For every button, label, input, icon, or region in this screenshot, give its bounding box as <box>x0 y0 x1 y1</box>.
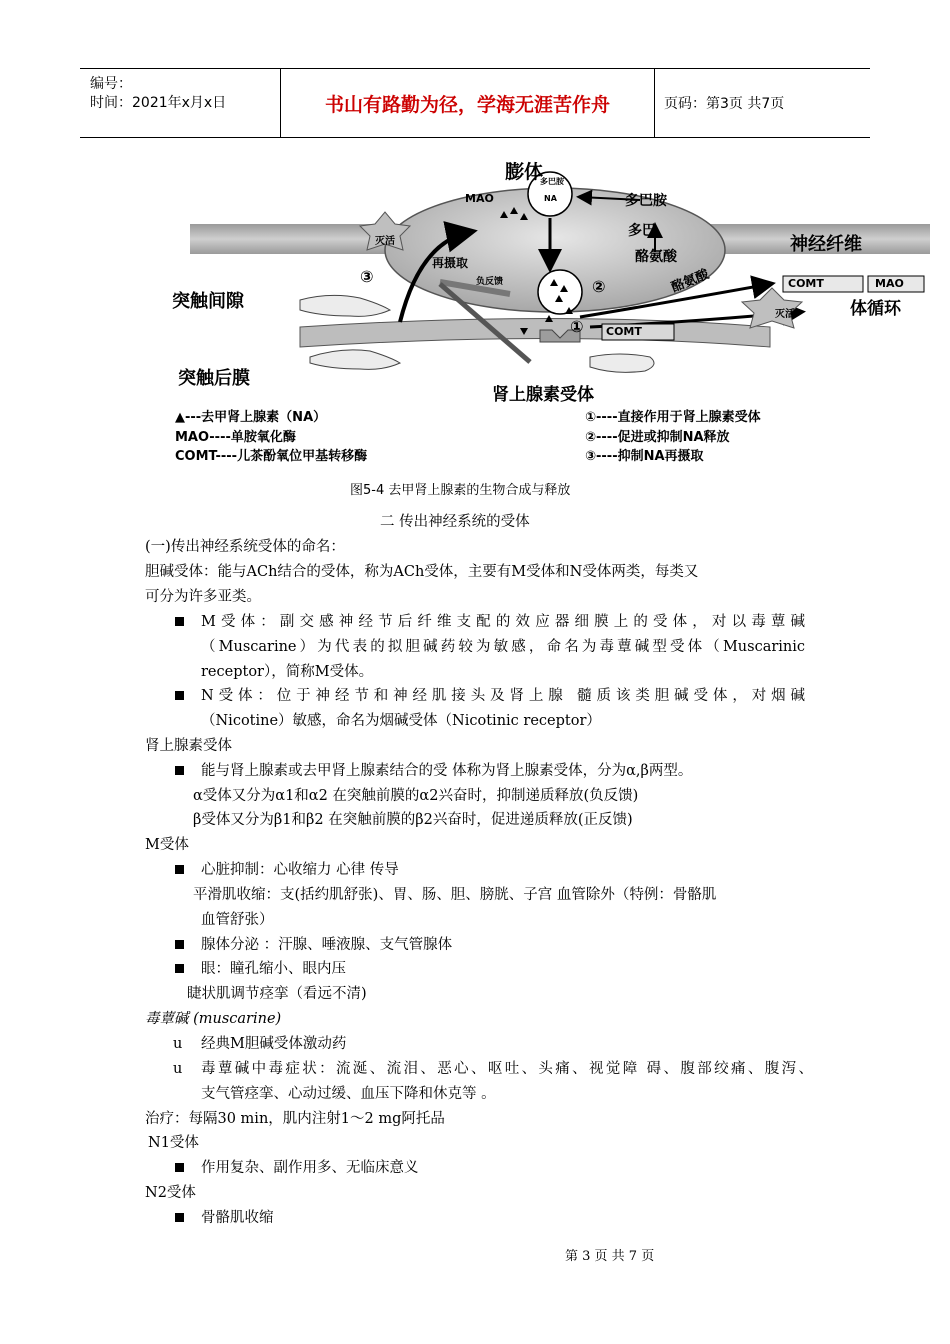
u-marker: u <box>173 1061 183 1077</box>
legend-right-1: ①----直接作用于肾上腺素受体 <box>585 410 761 425</box>
bullet-square <box>175 964 184 973</box>
treatment-line: 治疗：每隔30 min，肌内注射1～2 mg阿托品 <box>145 1111 445 1127</box>
hand-postsyn <box>310 350 400 370</box>
fig-postsyn: 突触后膜 <box>178 368 250 389</box>
adrenergic-heading: 肾上腺素受体 <box>145 738 232 754</box>
m-receptor-heading: M受体 <box>145 837 189 853</box>
legend-left-2: MAO----单胺氧化酶 <box>175 430 296 445</box>
fig-reuptake: 再摄取 <box>432 256 469 270</box>
u-marker: u <box>173 1036 183 1052</box>
n-receptor-line-1: N受体：位于神经节和神经肌接头及肾上腺 髓质该类胆碱受体，对烟碱 <box>201 688 805 704</box>
fig-dopa: 多巴 <box>628 223 656 239</box>
smooth-muscle-line-1: 平滑肌收缩：支(括约肌舒张)、胃、肠、胆、膀胱、子宫 血管除外（特例：骨骼肌 <box>193 887 717 903</box>
fig-top-title: 膨体 <box>505 161 544 183</box>
fig-dopamine: 多巴胺 <box>625 193 667 209</box>
hand-cleft <box>300 295 390 316</box>
time-label: 时间：2021年x月x日 <box>90 95 227 111</box>
fig-mao-right: MAO <box>875 277 904 290</box>
fig-num3: ③ <box>360 267 374 286</box>
bullet-square <box>175 940 184 949</box>
hand-receptor <box>590 354 654 372</box>
fig-comt-right: COMT <box>788 277 824 290</box>
n2-item: 骨骼肌收缩 <box>201 1210 274 1226</box>
muscarine-item-1: 经典M胆碱受体激动药 <box>201 1036 347 1052</box>
footer-page: 第 3 页 共 7 页 <box>565 1249 655 1264</box>
m-receptor-line-2: （Muscarine）为代表的拟胆碱药较为敏感，命名为毒蕈碱型受体（Muscarinic <box>201 639 805 655</box>
page-label: 页码：第3页 共7页 <box>664 96 785 112</box>
fig-circulation: 体循环 <box>850 299 901 319</box>
muscarine-item-2a: 毒蕈碱中毒症状：流涎、流泪、恶心、呕吐、头痛、视觉障 碍、腹部绞痛、腹泻、 <box>201 1061 813 1077</box>
fig-comt-bottom: COMT <box>606 325 642 338</box>
fig-tyrosine: 酪氨酸 <box>635 249 677 265</box>
figure-caption: 图5-4 去甲肾上腺素的生物合成与释放 <box>350 483 571 498</box>
legend-left-3: COMT----儿茶酚氧位甲基转移酶 <box>175 449 368 464</box>
fig-inactivate-left: 灭活 <box>375 236 395 247</box>
fig-dopamine-na-1: 多巴胺 <box>540 177 564 186</box>
heart-line: 心脏抑制：心收缩力 心律 传导 <box>201 862 399 878</box>
bullet-square <box>175 617 184 626</box>
legend-left-1: ▲---去甲肾上腺素（NA） <box>175 410 327 425</box>
adrenergic-item: 能与肾上腺素或去甲肾上腺素结合的受 体称为肾上腺素受体，分为α,β两型。 <box>201 763 693 779</box>
n2-heading: N2受体 <box>145 1185 196 1201</box>
fig-mao: MAO <box>465 192 494 205</box>
fig-tyrosine2: 酪氨酸 <box>669 267 712 296</box>
fig-inactivate-right: 灭活 <box>775 309 795 320</box>
fig-num2: ② <box>592 277 606 296</box>
motto: 书山有路勤为径，学海无涯苦作舟 <box>281 69 655 137</box>
bullet-square <box>175 766 184 775</box>
para-cholinergic-1: 胆碱受体：能与ACh结合的受体，称为ACh受体，主要有M受体和N受体两类，每类又 <box>145 564 699 580</box>
m-receptor-line-1: M受体：副交感神经节后纤维支配的效应器细膜上的受体，对以毒蕈碱 <box>201 614 805 630</box>
muscarine-item-2b: 支气管痉挛、心动过缓、血压下降和休克等 。 <box>201 1086 496 1102</box>
sub-heading-naming: (一)传出神经系统受体的命名： <box>145 539 345 555</box>
alpha-line: α受体又分为α1和α2 在突触前膜的α2兴奋时，抑制递质释放(负反馈) <box>193 788 639 804</box>
postsynaptic-membrane <box>300 319 770 348</box>
fig-dopamine-na-2: NA <box>544 194 557 203</box>
fig-receptor: 肾上腺素受体 <box>492 385 594 405</box>
n1-heading: N1受体 <box>148 1135 199 1151</box>
ciliary-line: 睫状肌调节痉挛（看远不清) <box>187 986 367 1002</box>
bullet-square <box>175 865 184 874</box>
smooth-muscle-line-2: 血管舒张） <box>201 912 274 928</box>
bullet-square <box>175 691 184 700</box>
fig-nerve-fiber: 神经纤维 <box>790 234 862 255</box>
section-title: 二 传出神经系统的受体 <box>380 514 530 530</box>
fig-neg-feedback: 负反馈 <box>476 277 504 287</box>
fig-num1: ① <box>570 317 584 336</box>
beta-line: β受体又分为β1和β2 在突触前膜的β2兴奋时，促进递质释放(正反馈) <box>193 812 633 828</box>
fig-cleft: 突触间隙 <box>172 291 244 312</box>
n1-item: 作用复杂、副作用多、无临床意义 <box>201 1160 419 1176</box>
n-receptor-line-2: （Nicotine）敏感，命名为烟碱受体（Nicotinic receptor） <box>201 713 601 729</box>
figure-nerve-synapse <box>170 152 950 502</box>
eye-line: 眼：瞳孔缩小、眼内压 <box>201 961 346 977</box>
legend-right-2: ②----促进或抑制NA释放 <box>585 430 730 445</box>
number-label: 编号： <box>90 76 132 92</box>
legend-right-3: ③----抑制NA再摄取 <box>585 449 704 464</box>
m-receptor-line-3: receptor），简称M受体。 <box>201 664 374 680</box>
header-table <box>80 68 870 138</box>
bullet-square <box>175 1213 184 1222</box>
muscarine-heading: 毒蕈碱 (muscarine) <box>145 1011 282 1027</box>
bullet-square <box>175 1163 184 1172</box>
gland-line: 腺体分泌 ：汗腺、唾液腺、支气管腺体 <box>201 937 453 953</box>
para-cholinergic-2: 可分为许多亚类。 <box>145 589 261 605</box>
header-left-cell <box>80 69 281 137</box>
